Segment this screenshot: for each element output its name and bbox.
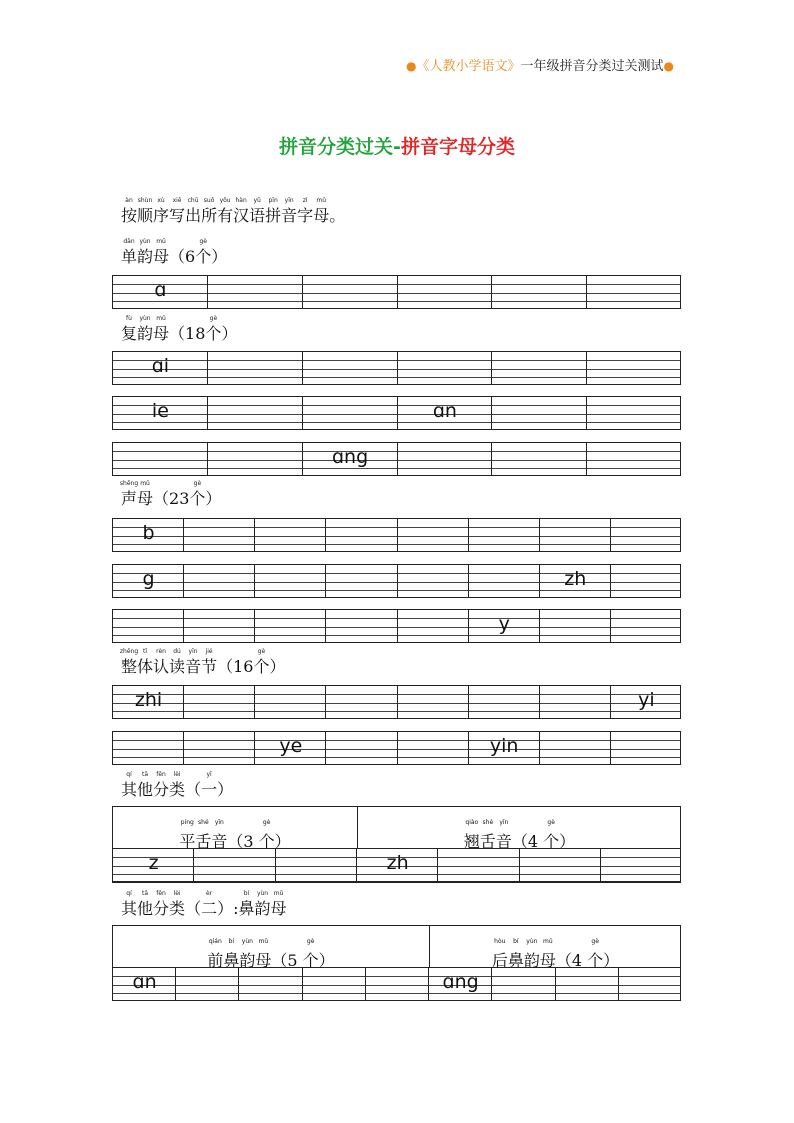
pinyin-letter: ɑ — [154, 279, 167, 301]
writing-cell[interactable] — [587, 276, 682, 308]
pinyin-letter: zh — [386, 852, 409, 874]
hanzi-with-pinyin: fēn 分 — [153, 781, 169, 799]
pinyin-annotation: yǒu — [219, 197, 231, 204]
box-grid-row — [112, 848, 681, 882]
writing-cell[interactable] — [469, 565, 540, 597]
hanzi-with-pinyin: bí 鼻 — [508, 948, 524, 971]
header-brand: 《人教小学语文》 — [416, 59, 521, 74]
writing-cell[interactable] — [366, 968, 429, 1000]
text-fragment: （5 — [271, 951, 303, 970]
box-grid-row — [112, 967, 681, 1001]
writing-cell[interactable] — [429, 968, 492, 1000]
writing-cell[interactable] — [540, 610, 611, 642]
writing-cell[interactable] — [398, 610, 469, 642]
hanzi-with-pinyin: gè 个 — [303, 948, 319, 971]
writing-cell[interactable] — [398, 565, 469, 597]
pinyin-letter: yin — [489, 735, 519, 757]
hanzi-with-pinyin: àn 按 — [121, 207, 137, 225]
writing-cell[interactable] — [540, 686, 611, 718]
writing-cell[interactable] — [492, 352, 587, 384]
pinyin-letter: g — [142, 568, 155, 590]
hanzi-with-pinyin: tǐ 体 — [137, 658, 153, 676]
pinyin-annotation: pīn — [268, 197, 278, 204]
hanzi-with-pinyin: shēng 声 — [121, 490, 137, 508]
writing-cell[interactable] — [611, 519, 682, 551]
four-line-grid — [112, 396, 681, 430]
pinyin-annotation: gè — [262, 819, 271, 826]
section-heading-other1 — [121, 771, 234, 799]
pinyin-annotation: gè — [547, 819, 555, 826]
writing-cell[interactable] — [398, 732, 469, 764]
writing-cell[interactable] — [208, 352, 303, 384]
hanzi-with-pinyin: gè 个 — [189, 490, 205, 508]
hanzi-with-pinyin: fù 复 — [121, 325, 137, 343]
hanzi-with-pinyin: xiě 写 — [169, 207, 185, 225]
hanzi-with-pinyin: lèi 类 — [169, 900, 185, 918]
writing-cell[interactable] — [587, 443, 682, 475]
pinyin-annotation: lèi — [173, 771, 181, 778]
hanzi-with-pinyin: mǔ 母 — [153, 248, 169, 266]
hanzi-with-pinyin: tā 他 — [137, 781, 153, 799]
writing-cell[interactable] — [303, 352, 398, 384]
writing-cell[interactable] — [113, 352, 208, 384]
four-line-grid — [112, 518, 681, 552]
hanzi-with-pinyin: qí 其 — [121, 900, 137, 918]
hanzi-with-pinyin: yī 一 — [201, 781, 217, 799]
writing-cell[interactable] — [469, 732, 540, 764]
pinyin-annotation: gè — [306, 938, 315, 945]
pinyin-annotation: zì — [302, 197, 308, 204]
hanzi-with-pinyin: zì 字 — [297, 207, 313, 225]
pinyin-annotation: dān — [123, 238, 135, 245]
pinyin-annotation: qiào — [465, 819, 479, 826]
hanzi-with-pinyin: mǔ 母 — [540, 948, 556, 971]
hanzi-with-pinyin: chū 出 — [185, 207, 201, 225]
text-fragment: ） — [217, 780, 234, 799]
four-line-grid — [112, 731, 681, 765]
hanzi-with-pinyin: shé 舌 — [480, 829, 496, 852]
hanzi-with-pinyin: yùn 韵 — [239, 948, 255, 971]
hanzi-with-pinyin: pīn 拼 — [265, 207, 281, 225]
hanzi-with-pinyin: jié 节 — [201, 658, 217, 676]
writing-cell[interactable] — [184, 686, 255, 718]
hanzi-with-pinyin: yīn 音 — [211, 829, 227, 852]
writing-cell[interactable] — [184, 732, 255, 764]
writing-cell[interactable] — [276, 849, 357, 881]
box-left-heading — [113, 807, 357, 849]
hanzi-with-pinyin: yùn 韵 — [255, 900, 271, 918]
page-header — [406, 55, 674, 74]
page-title — [0, 132, 794, 159]
pinyin-annotation: gè — [193, 480, 202, 487]
writing-cell[interactable] — [398, 276, 493, 308]
hanzi-with-pinyin: shùn 顺 — [137, 207, 153, 225]
hanzi-with-pinyin: hàn 汉 — [233, 207, 249, 225]
writing-cell[interactable] — [398, 352, 493, 384]
pinyin-annotation: àn — [125, 197, 133, 204]
orange-dot-icon: ● — [663, 59, 674, 73]
hanzi-with-pinyin: bí 鼻 — [239, 900, 255, 918]
four-line-grid — [112, 685, 681, 719]
hanzi-with-pinyin: mǔ 母 — [313, 207, 329, 225]
hanzi-with-pinyin: yīn 音 — [496, 829, 512, 852]
hanzi-with-pinyin: bí 鼻 — [223, 948, 239, 971]
title-part-red: 拼音字母分类 — [400, 136, 515, 158]
hanzi-with-pinyin: mǔ 母 — [153, 325, 169, 343]
pinyin-annotation: yùn — [526, 938, 538, 945]
writing-cell[interactable] — [208, 276, 303, 308]
hanzi-with-pinyin: mǔ 母 — [271, 900, 287, 918]
pinyin-annotation: fēn — [156, 890, 166, 897]
pinyin-annotation: gè — [257, 648, 266, 655]
pinyin-annotation: yīn — [284, 197, 294, 204]
writing-cell[interactable] — [492, 443, 587, 475]
text-fragment: （ — [185, 780, 202, 799]
pinyin-annotation: mǔ — [316, 197, 327, 204]
text-fragment: ） — [269, 657, 286, 676]
writing-cell[interactable] — [619, 968, 682, 1000]
writing-cell[interactable] — [113, 443, 208, 475]
box-left-heading — [113, 926, 429, 968]
writing-cell[interactable] — [540, 565, 611, 597]
pinyin-annotation: mǔ — [273, 890, 284, 897]
writing-cell[interactable] — [611, 565, 682, 597]
pinyin-letter: ɑng — [331, 446, 369, 468]
pinyin-annotation: mǔ — [258, 938, 269, 945]
hanzi-with-pinyin: hòu 后 — [492, 948, 508, 971]
writing-cell[interactable] — [326, 686, 397, 718]
writing-cell[interactable] — [255, 610, 326, 642]
pinyin-annotation: tā — [142, 890, 149, 897]
hanzi-with-pinyin: yùn 韵 — [524, 948, 540, 971]
pinyin-annotation: qí — [126, 771, 132, 778]
text-fragment: （3 — [227, 832, 259, 851]
hanzi-with-pinyin: yīn 音 — [185, 658, 201, 676]
pinyin-annotation: yīn — [214, 819, 224, 826]
pinyin-annotation: rèn — [156, 648, 166, 655]
writing-cell[interactable] — [492, 276, 587, 308]
writing-cell[interactable] — [113, 565, 184, 597]
writing-cell[interactable] — [255, 686, 326, 718]
hanzi-with-pinyin: lèi 类 — [169, 781, 185, 799]
writing-cell[interactable] — [540, 519, 611, 551]
writing-cell[interactable] — [113, 968, 176, 1000]
pinyin-annotation: mǔ — [543, 938, 553, 945]
pinyin-annotation: chū — [187, 197, 199, 204]
pinyin-letter: ɑi — [151, 355, 170, 377]
writing-cell[interactable] — [176, 968, 239, 1000]
writing-cell[interactable] — [303, 443, 398, 475]
writing-cell[interactable] — [208, 397, 303, 429]
hanzi-with-pinyin: dú 读 — [169, 658, 185, 676]
pinyin-annotation: lèi — [173, 890, 181, 897]
pinyin-annotation: xiě — [172, 197, 182, 204]
pinyin-annotation: bí — [228, 938, 235, 945]
pinyin-annotation: gè — [209, 315, 218, 322]
writing-cell[interactable] — [587, 352, 682, 384]
hanzi-with-pinyin: suǒ 所 — [201, 207, 217, 225]
writing-cell[interactable] — [540, 732, 611, 764]
text-fragment: ） — [318, 951, 335, 970]
pinyin-letter: zhi — [134, 689, 163, 711]
pinyin-annotation: bí — [243, 890, 250, 897]
section-heading-sheng — [119, 480, 222, 508]
hanzi-with-pinyin: qiào 翘 — [464, 829, 480, 852]
four-line-grid — [112, 564, 681, 598]
pinyin-letter: ie — [151, 400, 169, 422]
text-fragment: ）: — [217, 899, 239, 918]
pinyin-annotation: bí — [513, 938, 519, 945]
pinyin-letter: zh — [564, 568, 587, 590]
pinyin-letter: y — [498, 613, 510, 635]
text-fragment: ） — [274, 832, 291, 851]
box-right-heading — [357, 807, 681, 849]
hanzi-with-pinyin: tā 他 — [137, 900, 153, 918]
pinyin-annotation: yùn — [241, 938, 253, 945]
section-heading-zhengti — [119, 648, 286, 676]
writing-cell[interactable] — [113, 610, 184, 642]
four-line-grid — [112, 351, 681, 385]
hanzi-with-pinyin: gè 个 — [543, 829, 559, 852]
hanzi-with-pinyin: gè 个 — [195, 248, 211, 266]
pinyin-annotation: mǔ — [140, 480, 150, 487]
pinyin-annotation: yī — [206, 771, 212, 778]
writing-cell[interactable] — [556, 968, 619, 1000]
pinyin-annotation: suǒ — [203, 197, 215, 204]
hanzi-with-pinyin: fēn 分 — [153, 900, 169, 918]
title-part-green: 拼音分类过关- — [279, 136, 401, 158]
pinyin-annotation: yīn — [188, 648, 198, 655]
retroflex-box — [112, 806, 681, 883]
writing-cell[interactable] — [492, 397, 587, 429]
writing-cell[interactable] — [113, 519, 184, 551]
pinyin-annotation: qián — [208, 938, 222, 945]
writing-cell[interactable] — [239, 968, 302, 1000]
writing-cell[interactable] — [113, 849, 194, 881]
writing-cell[interactable] — [398, 686, 469, 718]
writing-cell[interactable] — [184, 519, 255, 551]
writing-cell[interactable] — [208, 443, 303, 475]
orange-dot-icon: ● — [406, 59, 417, 73]
text-fragment: （23 — [153, 489, 190, 508]
hanzi-with-pinyin: gè 个 — [253, 658, 269, 676]
pinyin-letter: yi — [638, 689, 655, 711]
pinyin-annotation: jié — [205, 648, 213, 655]
pinyin-annotation: èr — [206, 890, 213, 897]
text-fragment: 。 — [329, 206, 346, 225]
writing-cell[interactable] — [303, 397, 398, 429]
four-line-grid — [428, 967, 681, 1001]
writing-cell[interactable] — [469, 686, 540, 718]
writing-cell[interactable] — [326, 565, 397, 597]
nasal-box — [112, 925, 681, 1001]
writing-cell[interactable] — [398, 397, 493, 429]
writing-cell[interactable] — [113, 732, 184, 764]
pinyin-annotation: hàn — [235, 197, 247, 204]
writing-cell[interactable] — [601, 849, 682, 881]
writing-cell[interactable] — [113, 686, 184, 718]
four-line-grid — [112, 442, 681, 476]
text-fragment: ） — [221, 324, 238, 343]
pinyin-annotation: fēn — [156, 771, 166, 778]
hanzi-with-pinyin: qí 其 — [121, 781, 137, 799]
pinyin-annotation: yīn — [499, 819, 509, 826]
pinyin-annotation: fù — [126, 315, 132, 322]
writing-cell[interactable] — [303, 968, 366, 1000]
writing-cell[interactable] — [469, 519, 540, 551]
pinyin-annotation: yùn — [139, 238, 151, 245]
text-fragment: （6 — [169, 247, 196, 266]
text-fragment: （ — [185, 899, 202, 918]
hanzi-with-pinyin: shé 舌 — [195, 829, 211, 852]
hanzi-with-pinyin: zhěng 整 — [121, 658, 137, 676]
text-fragment: （4 — [555, 951, 588, 970]
writing-cell[interactable] — [438, 849, 519, 881]
writing-cell[interactable] — [326, 519, 397, 551]
pinyin-annotation: qí — [126, 890, 132, 897]
hanzi-with-pinyin: yùn 韵 — [137, 248, 153, 266]
four-line-grid — [356, 848, 681, 882]
writing-cell[interactable] — [303, 276, 398, 308]
pinyin-annotation: shēng — [119, 480, 139, 487]
hanzi-with-pinyin: qián 前 — [207, 948, 223, 971]
text-fragment: （18 — [169, 324, 206, 343]
pinyin-annotation: shé — [482, 819, 494, 826]
hanzi-with-pinyin: yǒu 有 — [217, 207, 233, 225]
pinyin-letter: ye — [279, 735, 303, 757]
section-heading-dan — [121, 238, 228, 266]
hanzi-with-pinyin: gè 个 — [587, 948, 603, 971]
hanzi-with-pinyin: xù 序 — [153, 207, 169, 225]
text-fragment: （4 — [511, 832, 544, 851]
pinyin-annotation: mǔ — [156, 238, 166, 245]
pinyin-annotation: shùn — [137, 197, 153, 204]
pinyin-annotation: yùn — [139, 315, 151, 322]
text-fragment: ） — [205, 489, 222, 508]
header-subtitle: 一年级拼音分类过关测试 — [520, 59, 664, 74]
writing-cell[interactable] — [469, 610, 540, 642]
writing-cell[interactable] — [492, 968, 555, 1000]
writing-cell[interactable] — [194, 849, 275, 881]
writing-cell[interactable] — [255, 732, 326, 764]
text-fragment: （16 — [217, 657, 254, 676]
hanzi-with-pinyin: yùn 韵 — [137, 325, 153, 343]
pinyin-annotation: shé — [198, 819, 209, 826]
text-fragment: ） — [603, 951, 620, 970]
writing-cell[interactable] — [520, 849, 601, 881]
writing-cell[interactable] — [398, 443, 493, 475]
pinyin-letter: z — [148, 852, 159, 874]
instruction-text — [121, 197, 346, 225]
pinyin-annotation: zhěng — [119, 648, 139, 655]
hanzi-with-pinyin: mǔ 母 — [255, 948, 271, 971]
section-heading-other2 — [121, 890, 287, 918]
hanzi-with-pinyin: èr 二 — [201, 900, 217, 918]
pinyin-annotation: gè — [199, 238, 207, 245]
hanzi-with-pinyin: yǔ 语 — [249, 207, 265, 225]
hanzi-with-pinyin: yīn 音 — [281, 207, 297, 225]
writing-cell[interactable] — [326, 610, 397, 642]
pinyin-letter: ɑn — [432, 400, 457, 422]
box-right-heading — [429, 926, 681, 968]
pinyin-annotation: yùn — [256, 890, 269, 897]
section-heading-fu — [121, 315, 238, 343]
writing-cell[interactable] — [113, 276, 208, 308]
pinyin-annotation: gè — [591, 938, 599, 945]
pinyin-annotation: hòu — [494, 938, 506, 945]
hanzi-with-pinyin: dān 单 — [121, 248, 137, 266]
writing-cell[interactable] — [113, 397, 208, 429]
writing-cell[interactable] — [255, 519, 326, 551]
hanzi-with-pinyin: gè 个 — [259, 829, 275, 852]
hanzi-with-pinyin: píng 平 — [179, 829, 195, 852]
pinyin-annotation: mǔ — [156, 315, 166, 322]
text-fragment: ） — [211, 247, 228, 266]
writing-cell[interactable] — [587, 397, 682, 429]
pinyin-annotation: tā — [142, 771, 149, 778]
hanzi-with-pinyin: rèn 认 — [153, 658, 169, 676]
writing-cell[interactable] — [611, 686, 682, 718]
writing-cell[interactable] — [184, 610, 255, 642]
writing-cell[interactable] — [326, 732, 397, 764]
writing-cell[interactable] — [611, 610, 682, 642]
pinyin-annotation: tǐ — [143, 648, 148, 655]
pinyin-letter: ɑng — [442, 971, 479, 993]
four-line-grid — [112, 967, 429, 1001]
pinyin-annotation: yǔ — [253, 197, 261, 204]
pinyin-annotation: píng — [180, 819, 194, 826]
writing-cell[interactable] — [398, 519, 469, 551]
hanzi-with-pinyin: gè 个 — [205, 325, 221, 343]
pinyin-annotation: xù — [157, 197, 165, 204]
pinyin-annotation: dú — [173, 648, 181, 655]
writing-cell[interactable] — [611, 732, 682, 764]
four-line-grid — [112, 275, 681, 309]
pinyin-letter: ɑn — [132, 971, 157, 993]
four-line-grid — [112, 848, 357, 882]
hanzi-with-pinyin: mǔ 母 — [137, 490, 153, 508]
writing-cell[interactable] — [184, 565, 255, 597]
pinyin-letter: b — [142, 522, 155, 544]
writing-cell[interactable] — [255, 565, 326, 597]
text-fragment: ） — [559, 832, 576, 851]
four-line-grid — [112, 609, 681, 643]
writing-cell[interactable] — [357, 849, 438, 881]
